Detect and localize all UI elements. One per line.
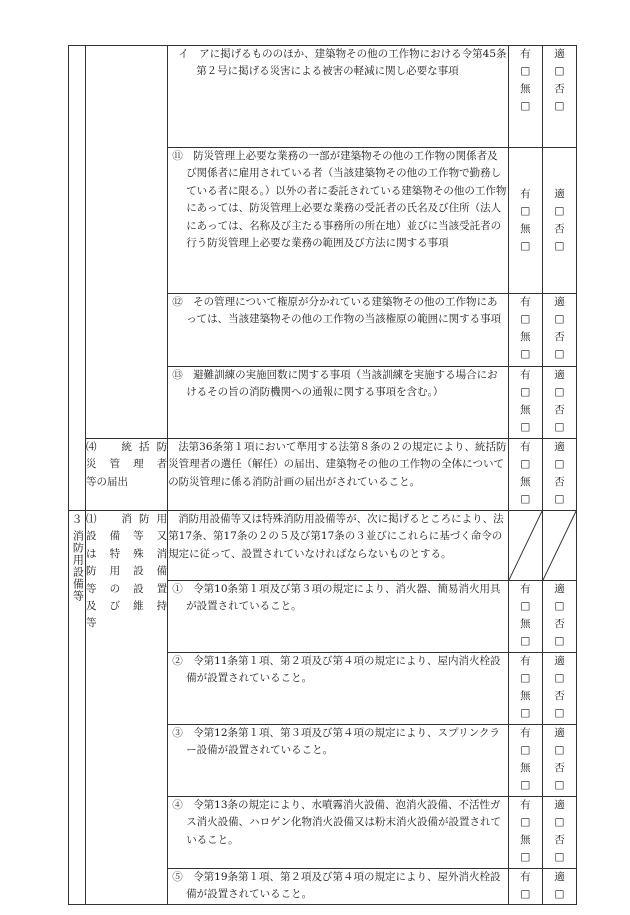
noncompliant-checkbox[interactable]: □ xyxy=(554,493,565,506)
yes-label: 有 xyxy=(520,187,531,200)
noncompliant-label: 否 xyxy=(554,833,565,846)
yes-checkbox[interactable]: □ xyxy=(520,744,531,757)
compliant-label: 適 xyxy=(554,48,565,60)
noncompliant-checkbox[interactable]: □ xyxy=(554,239,565,252)
compliant-checkbox[interactable]: □ xyxy=(554,600,565,613)
compliance-checkbox-group[interactable] xyxy=(542,869,576,905)
no-checkbox[interactable]: □ xyxy=(520,707,531,720)
yes-checkbox[interactable]: □ xyxy=(520,888,531,901)
item-text: ① 令第10条第１項及び第３項の規定により、消火器、簡易消火用具が設置されていること。 xyxy=(168,581,509,653)
subsection-label: ⑷ 統括防 災管理者 等の届出 xyxy=(86,439,168,511)
item-text: ④ 令第13条の規定により、水噴霧消火設備、泡消火設備、不活性ガス消火設備、ハロゲン化物消火設備又は粉末消火設備が設置されていること。 xyxy=(168,797,509,869)
section-intro-text: 消防用設備等又は特殊消防用設備等が、次に掲げるところにより、法第17条、第17条の２の５及び第17条の３並びにこれらに基づく命令の規定に従って、設置されていなければならないものとする。 xyxy=(168,511,509,581)
compliant-checkbox[interactable]: □ xyxy=(554,816,565,829)
yes-label: 有 xyxy=(520,655,531,667)
yes-checkbox[interactable]: □ xyxy=(520,672,531,685)
yes-checkbox[interactable]: □ xyxy=(520,65,531,78)
compliant-label: 適 xyxy=(554,441,565,453)
no-checkbox[interactable]: □ xyxy=(520,635,531,648)
yes-label: 有 xyxy=(520,799,531,811)
compliant-label: 適 xyxy=(554,583,565,595)
presence-checkbox-group[interactable] xyxy=(508,797,542,869)
presence-checkbox-group[interactable] xyxy=(508,294,542,367)
compliant-label: 適 xyxy=(554,655,565,667)
compliant-label: 適 xyxy=(554,871,565,883)
noncompliant-label: 否 xyxy=(554,689,565,702)
section-title: 消防用設備等 xyxy=(71,530,85,603)
noncompliant-checkbox[interactable]: □ xyxy=(554,779,565,792)
compliant-checkbox[interactable]: □ xyxy=(554,65,565,78)
no-checkbox[interactable]: □ xyxy=(520,493,531,506)
noncompliant-checkbox[interactable]: □ xyxy=(554,100,565,113)
presence-checkbox-group[interactable] xyxy=(508,653,542,725)
no-checkbox[interactable]: □ xyxy=(520,239,531,252)
yes-label: 有 xyxy=(520,48,531,60)
subsection-label: ⑴ 消防用 設備等又 は特殊消 防用設備 等の設置 及び維持 等 xyxy=(86,511,168,905)
item-text: ③ 令第12条第１項、第３項及び第４項の規定により、スプリンクラー設備が設置されていること。 xyxy=(168,725,509,797)
no-checkbox[interactable]: □ xyxy=(520,100,531,113)
compliant-label: 適 xyxy=(554,727,565,739)
table-row xyxy=(69,511,577,581)
noncompliant-label: 否 xyxy=(554,82,565,95)
noncompliant-checkbox[interactable]: □ xyxy=(554,421,565,434)
presence-checkbox-group[interactable] xyxy=(508,581,542,653)
compliant-checkbox[interactable]: □ xyxy=(554,744,565,757)
yes-checkbox[interactable]: □ xyxy=(520,313,531,326)
noncompliant-checkbox[interactable]: □ xyxy=(554,348,565,361)
no-checkbox[interactable]: □ xyxy=(520,851,531,864)
noncompliant-label: 否 xyxy=(554,761,565,774)
compliance-checkbox-group[interactable] xyxy=(542,148,576,294)
section-label xyxy=(69,511,86,905)
no-label: 無 xyxy=(520,82,531,95)
section-cell-empty xyxy=(69,46,86,511)
not-applicable-cell xyxy=(508,511,542,581)
yes-label: 有 xyxy=(520,727,531,739)
no-checkbox[interactable]: □ xyxy=(520,421,531,434)
yes-label: 有 xyxy=(520,441,531,453)
presence-checkbox-group[interactable] xyxy=(508,725,542,797)
yes-checkbox[interactable]: □ xyxy=(520,205,531,218)
noncompliant-label: 否 xyxy=(554,403,565,416)
table-row xyxy=(69,439,577,511)
noncompliant-label: 否 xyxy=(554,330,565,343)
presence-checkbox-group[interactable] xyxy=(508,46,542,148)
no-checkbox[interactable]: □ xyxy=(520,348,531,361)
presence-checkbox-group[interactable] xyxy=(508,148,542,294)
table-row xyxy=(69,46,577,148)
item-text: ⑪ 防災管理上必要な業務の一部が建築物その他の工作物の関係者及び関係者に雇用されている者（当該建築物その他の工作物で勤務している者に限る。）以外の者に委託されている建築物その他の工作物にあっては、防災管理上必要な業務の受託者の氏名及び住所（法人にあっては、名称及び主たる事務所の所在地）並びに当該受託者の行う防災管理上必要な業務の範囲及び方法に関する事項 xyxy=(168,148,509,294)
yes-label: 有 xyxy=(520,583,531,595)
subsection-cell-empty xyxy=(86,46,168,439)
yes-checkbox[interactable]: □ xyxy=(520,386,531,399)
yes-checkbox[interactable]: □ xyxy=(520,600,531,613)
no-checkbox[interactable]: □ xyxy=(520,779,531,792)
yes-label: 有 xyxy=(520,296,531,308)
presence-checkbox-group[interactable] xyxy=(508,439,542,511)
yes-label: 有 xyxy=(520,369,531,381)
compliance-checkbox-group[interactable] xyxy=(542,439,576,511)
no-label: 無 xyxy=(520,617,531,630)
item-text: ⑬ 避難訓練の実施回数に関する事項（当該訓練を実施する場合におけるその旨の消防機関への通報に関する事項を含む。） xyxy=(168,367,509,439)
compliant-checkbox[interactable]: □ xyxy=(554,672,565,685)
compliance-checkbox-group[interactable] xyxy=(542,581,576,653)
compliant-checkbox[interactable]: □ xyxy=(554,888,565,901)
item-text: ⑤ 令第19条第１項、第２項及び第４項の規定により、屋外消火栓設備が設置されていること。 xyxy=(168,869,509,905)
compliance-checkbox-group[interactable] xyxy=(542,46,576,148)
no-label: 無 xyxy=(520,475,531,488)
compliant-checkbox[interactable]: □ xyxy=(554,205,565,218)
item-text: ⑫ その管理について権原が分かれている建築物その他の工作物にあっては、当該建築物その他の工作物の当該権原の範囲に関する事項 xyxy=(168,294,509,367)
noncompliant-checkbox[interactable]: □ xyxy=(554,635,565,648)
compliance-checkbox-group[interactable] xyxy=(542,797,576,869)
item-text: 法第36条第１項において準用する法第８条の２の規定により、統括防災管理者の選任（解任）の届出、建築物その他の工作物の全体についての防災管理に係る消防計画の届出がされていること。 xyxy=(168,439,509,511)
item-text: イ アに掲げるもののほか、建築物その他の工作物における令第45条第２号に掲げる災害による被害の軽減に関し必要な事項 xyxy=(168,46,509,148)
section-number: ３ xyxy=(71,513,83,526)
presence-checkbox-group[interactable] xyxy=(508,869,542,905)
compliance-checkbox-group[interactable] xyxy=(542,367,576,439)
compliance-checkbox-group[interactable] xyxy=(542,653,576,725)
inspection-checklist-table xyxy=(68,45,577,905)
compliant-checkbox[interactable]: □ xyxy=(554,313,565,326)
item-text: ② 令第11条第１項、第２項及び第４項の規定により、屋内消火栓設備が設置されていること。 xyxy=(168,653,509,725)
no-label: 無 xyxy=(520,689,531,702)
yes-label: 有 xyxy=(520,871,531,883)
no-label: 無 xyxy=(520,330,531,343)
compliance-checkbox-group[interactable] xyxy=(542,294,576,367)
yes-checkbox[interactable]: □ xyxy=(520,458,531,471)
presence-checkbox-group[interactable] xyxy=(508,367,542,439)
no-label: 無 xyxy=(520,761,531,774)
no-label: 無 xyxy=(520,833,531,846)
noncompliant-checkbox[interactable]: □ xyxy=(554,851,565,864)
compliant-label: 適 xyxy=(554,187,565,200)
compliant-label: 適 xyxy=(554,296,565,308)
noncompliant-label: 否 xyxy=(554,617,565,630)
compliant-label: 適 xyxy=(554,369,565,381)
compliant-checkbox[interactable]: □ xyxy=(554,386,565,399)
compliance-checkbox-group[interactable] xyxy=(542,725,576,797)
compliant-checkbox[interactable]: □ xyxy=(554,458,565,471)
compliant-label: 適 xyxy=(554,799,565,811)
noncompliant-checkbox[interactable]: □ xyxy=(554,707,565,720)
yes-checkbox[interactable]: □ xyxy=(520,816,531,829)
noncompliant-label: 否 xyxy=(554,475,565,488)
noncompliant-label: 否 xyxy=(554,222,565,235)
no-label: 無 xyxy=(520,222,531,235)
not-applicable-cell xyxy=(542,511,576,581)
no-label: 無 xyxy=(520,403,531,416)
